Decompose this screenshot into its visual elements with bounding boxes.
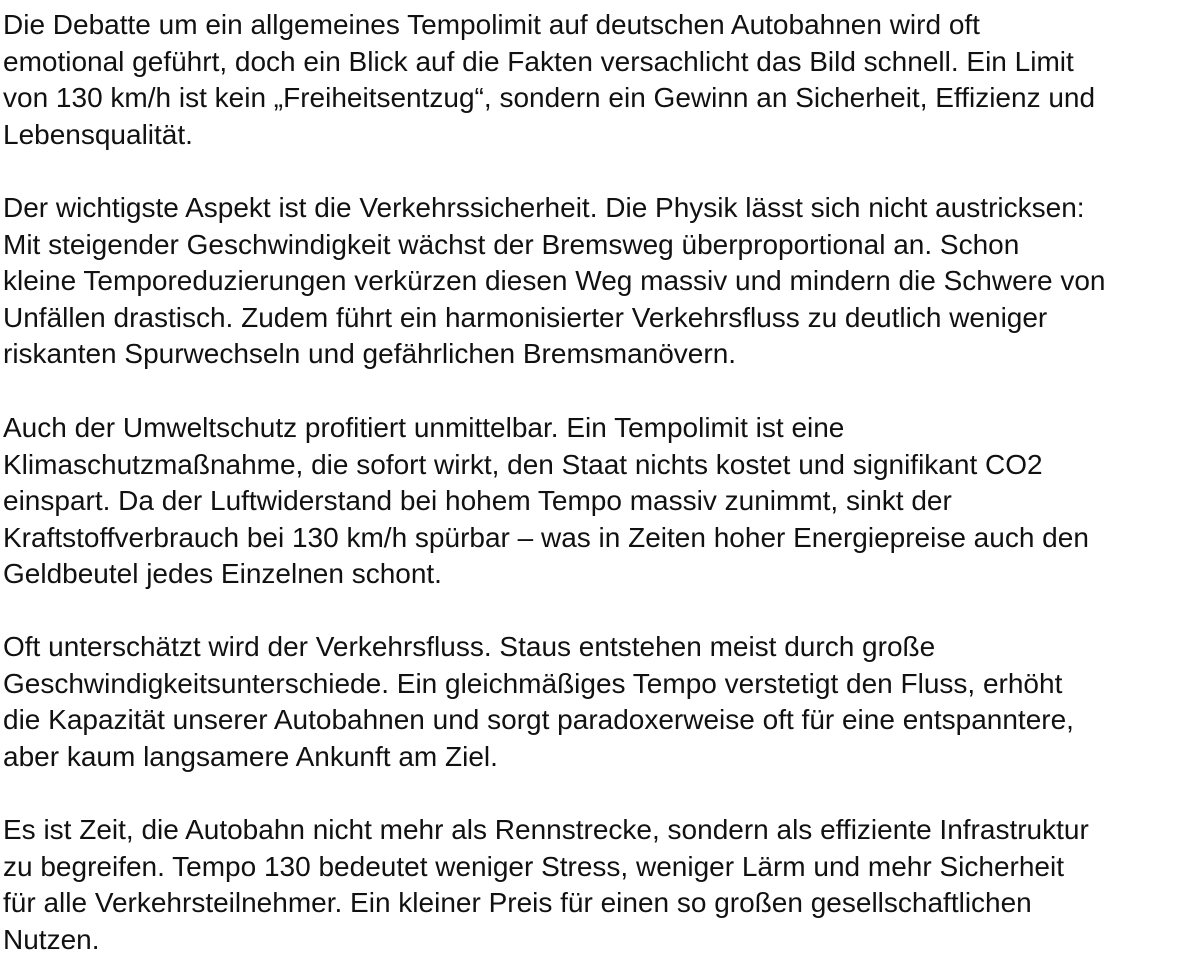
- text-line: für alle Verkehrsteilnehmer. Ein kleiner Preis für einen so großen gesellschaftlichen: [3, 887, 1032, 919]
- paragraph-traffic-flow: [3, 629, 1074, 775]
- text-line: emotional geführt, doch ein Blick auf die Fakten versachlicht das Bild schnell. Ein Limit: [3, 45, 1074, 77]
- text-line: Klimaschutzmaßnahme, die sofort wirkt, den Staat nichts kostet und signifikant CO2: [3, 448, 1043, 480]
- text-line: Der wichtigste Aspekt ist die Verkehrssicherheit. Die Physik lässt sich nicht austricksen:: [3, 192, 1085, 223]
- text-line: die Kapazität unserer Autobahnen und sorgt paradoxerweise oft für eine entspanntere,: [3, 704, 1074, 736]
- text-line: Mit steigender Geschwindigkeit wächst der Bremsweg überproportional an. Schon: [3, 228, 1020, 260]
- text-line: einspart. Da der Luftwiderstand bei hohem Tempo massiv zunimmt, sinkt der: [3, 485, 952, 517]
- paragraph-conclusion: [3, 812, 1089, 958]
- text-line: Die Debatte um ein allgemeines Tempolimit auf deutschen Autobahnen wird oft: [3, 9, 980, 40]
- text-line: zu begreifen. Tempo 130 bedeutet weniger Stress, weniger Lärm und mehr Sicherheit: [3, 850, 1064, 882]
- text-line: Es ist Zeit, die Autobahn nicht mehr als Rennstrecke, sondern als effiziente Infrastruktur: [3, 814, 1089, 845]
- text-line: Unfällen drastisch. Zudem führt ein harmonisierter Verkehrsfluss zu deutlich weniger: [3, 301, 1048, 333]
- text-line: Geschwindigkeitsunterschiede. Ein gleichmäßiges Tempo verstetigt den Fluss, erhöht: [3, 667, 1063, 699]
- text-line: von 130 km/h ist kein „Freiheitsentzug“, sondern ein Gewinn an Sicherheit, Effizienz und: [3, 82, 1096, 114]
- paragraph-intro: [3, 7, 1095, 153]
- text-line: Oft unterschätzt wird der Verkehrsfluss. Staus entstehen meist durch große: [3, 631, 936, 662]
- text-line: Geldbeutel jedes Einzelnen schont.: [3, 558, 442, 590]
- text-line: Kraftstoffverbrauch bei 130 km/h spürbar – was in Zeiten hoher Energiepreise auch den: [3, 521, 1089, 553]
- paragraph-environment: [3, 410, 1089, 593]
- text-line: riskanten Spurwechseln und gefährlichen Bremsmanövern.: [3, 338, 737, 370]
- text-line: aber kaum langsamere Ankunft am Ziel.: [3, 740, 498, 772]
- text-line: Nutzen.: [3, 923, 100, 955]
- text-line: kleine Temporeduzierungen verkürzen diesen Weg massiv und mindern die Schwere von: [3, 265, 1106, 297]
- text-line: Auch der Umweltschutz profitiert unmittelbar. Ein Tempolimit ist eine: [3, 412, 845, 443]
- paragraph-safety: [3, 190, 1105, 373]
- text-line: Lebensqualität.: [3, 118, 193, 150]
